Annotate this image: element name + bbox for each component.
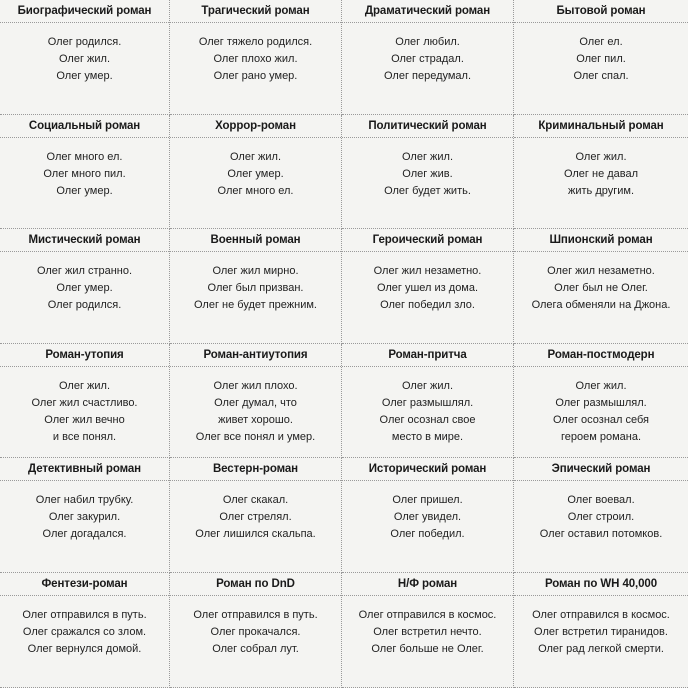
genre-cell — [342, 458, 514, 573]
plot-line: Олег много ел. — [46, 150, 123, 163]
genre-title: Военный роман — [170, 229, 341, 252]
plot-line: героем романа. — [560, 430, 642, 443]
genre-cell — [342, 115, 514, 230]
plot-line: Олег передумал. — [383, 70, 472, 82]
genre-cell — [0, 0, 170, 115]
plot-line: Олег родился. — [47, 36, 122, 48]
plot-line: Олег победил. — [390, 528, 465, 541]
genre-cell — [170, 0, 342, 115]
genre-plot — [514, 596, 688, 658]
plot-line: Олег размышлял. — [381, 396, 474, 409]
plot-line: Олег отправился в путь. — [193, 608, 318, 621]
plot-line: Олег жив. — [402, 167, 453, 180]
plot-line: Олег победил зло. — [380, 299, 475, 312]
plot-line: Олег размышлял. — [555, 396, 647, 409]
genre-plot — [514, 481, 688, 543]
plot-line: Олег строил. — [567, 511, 635, 524]
genre-plot — [0, 138, 169, 200]
plot-line: Олег жил. — [401, 150, 453, 163]
plot-line: Олег оставил потомков. — [539, 528, 663, 541]
plot-line: Олег жил. — [575, 379, 627, 392]
plot-line: Олег жил. — [58, 53, 110, 65]
plot-line: Олега обменяли на Джона. — [531, 299, 671, 312]
plot-line: Олег пил. — [576, 53, 626, 65]
plot-line: Олег был не Олег. — [554, 282, 648, 295]
plot-line: Олег будет жить. — [384, 184, 471, 197]
genre-title: Детективный роман — [0, 458, 169, 481]
plot-line: Олег много пил. — [43, 167, 126, 180]
genre-title: Н/Ф роман — [342, 573, 513, 596]
genre-cell — [514, 229, 688, 344]
plot-line: Олег отправился в космос. — [532, 608, 670, 621]
genre-cell — [0, 115, 170, 230]
plot-line: место в мире. — [391, 430, 464, 443]
plot-line: Олег отправился в космос. — [358, 608, 497, 621]
plot-line: Олег вернулся домой. — [27, 642, 142, 655]
plot-line: Олег умер. — [56, 282, 113, 295]
genre-title: Роман по WH 40,000 — [514, 573, 688, 596]
plot-line: Олег жил мирно. — [212, 265, 299, 278]
genre-cell — [170, 229, 342, 344]
plot-line: Олег воевал. — [567, 494, 635, 507]
plot-line: Олег жил незаметно. — [547, 265, 655, 278]
genre-cell — [514, 115, 688, 230]
plot-line: Олег жил. — [58, 379, 110, 392]
genre-plot — [170, 367, 341, 446]
genre-plot — [342, 138, 513, 200]
genre-title: Шпионский роман — [514, 229, 688, 252]
plot-line: Олег скакал. — [222, 494, 289, 507]
plot-line: Олег рад легкой смерти. — [538, 642, 664, 655]
genre-title: Эпический роман — [514, 458, 688, 481]
plot-line: Олег страдал. — [391, 53, 464, 65]
plot-line: Олег не будет прежним. — [193, 299, 317, 312]
plot-line: Олег тяжело родился. — [198, 36, 313, 48]
genre-title: Хоррор-роман — [170, 115, 341, 138]
plot-line: Олег жил счастливо. — [31, 396, 138, 409]
genre-cell — [342, 229, 514, 344]
plot-line: Олег жил. — [229, 150, 281, 163]
plot-line: Олег прокачался. — [210, 625, 301, 638]
plot-line: Олег жил. — [575, 150, 627, 163]
plot-line: Олег осознал свое — [379, 413, 476, 426]
plot-line: Олег встретил нечто. — [373, 625, 482, 638]
genre-plot — [342, 23, 513, 85]
plot-line: живет хорошо. — [218, 413, 293, 426]
genre-title: Роман-постмодерн — [514, 344, 688, 367]
plot-line: Олег умер. — [56, 70, 113, 82]
genre-title: Вестерн-роман — [170, 458, 341, 481]
plot-line: Олег отправился в путь. — [22, 608, 147, 621]
plot-line: Олег догадался. — [42, 528, 127, 541]
genre-cell — [0, 573, 170, 688]
genre-plot — [342, 252, 513, 314]
genre-title: Бытовой роман — [514, 0, 688, 23]
genre-cell — [342, 573, 514, 688]
plot-line: Олег все понял и умер. — [195, 430, 316, 443]
genre-plot — [0, 596, 169, 658]
genre-plot — [514, 367, 688, 446]
genre-title: Биографический роман — [0, 0, 169, 23]
plot-line: Олег плохо жил. — [213, 53, 298, 65]
plot-line: жить другим. — [567, 184, 635, 197]
genre-title: Роман-антиутопия — [170, 344, 341, 367]
plot-line: Олег много ел. — [217, 184, 294, 197]
plot-line: Олег не давал — [563, 167, 639, 180]
genre-cell — [514, 458, 688, 573]
genre-plot — [514, 23, 688, 85]
plot-line: и все понял. — [52, 430, 117, 443]
plot-line: Олег жил незаметно. — [373, 265, 482, 278]
genre-plot — [170, 596, 341, 658]
plot-line: Олег закурил. — [48, 511, 121, 524]
genre-title: Исторический роман — [342, 458, 513, 481]
plot-line: Олег любил. — [395, 36, 460, 48]
genre-title: Роман по DnD — [170, 573, 341, 596]
genre-title: Драматический роман — [342, 0, 513, 23]
plot-line: Олег умер. — [227, 167, 284, 180]
genre-title: Роман-утопия — [0, 344, 169, 367]
plot-line: Олег собрал лут. — [212, 642, 299, 655]
genre-cell — [170, 115, 342, 230]
plot-line: Олег стрелял. — [219, 511, 292, 524]
genre-cell — [170, 458, 342, 573]
plot-line: Олег был призван. — [207, 282, 304, 295]
genre-title: Трагический роман — [170, 0, 341, 23]
genre-cell — [514, 0, 688, 115]
genre-cell — [0, 344, 170, 459]
genre-title: Мистический роман — [0, 229, 169, 252]
genre-plot — [170, 481, 341, 543]
plot-line: Олег думал, что — [214, 396, 297, 409]
plot-line: Олег осознал себя — [553, 413, 649, 426]
plot-line: Олег спал. — [573, 70, 629, 82]
genre-plot — [0, 481, 169, 543]
genre-cell — [514, 573, 688, 688]
plot-line: Олег больше не Олег. — [371, 642, 484, 655]
genre-cell — [170, 573, 342, 688]
genre-plot — [170, 138, 341, 200]
plot-line: Олег сражался со злом. — [22, 625, 147, 638]
genre-plot — [342, 596, 513, 658]
plot-line: Олег умер. — [56, 184, 113, 197]
genre-plot — [0, 23, 169, 85]
plot-line: Олег жил плохо. — [213, 379, 298, 392]
genre-plot — [342, 367, 513, 446]
genre-title: Криминальный роман — [514, 115, 688, 138]
plot-line: Олег ушел из дома. — [376, 282, 479, 295]
genre-cell — [0, 458, 170, 573]
plot-line: Олег рано умер. — [213, 70, 298, 82]
genre-plot — [0, 367, 169, 446]
plot-line: Олег ел. — [579, 36, 623, 48]
genre-plot — [170, 23, 341, 85]
plot-line: Олег жил вечно — [44, 413, 125, 426]
genre-cell — [514, 344, 688, 459]
genre-plot — [0, 252, 169, 314]
genre-title: Роман-притча — [342, 344, 513, 367]
plot-line: Олег пришел. — [392, 494, 463, 507]
genre-cell — [0, 229, 170, 344]
plot-line: Олег жил странно. — [36, 265, 133, 278]
genre-title: Социальный роман — [0, 115, 169, 138]
genre-title: Героический роман — [342, 229, 513, 252]
genre-plot — [514, 252, 688, 314]
genre-cell — [342, 344, 514, 459]
genre-plot — [514, 138, 688, 200]
plot-line: Олег увидел. — [393, 511, 462, 524]
genre-plot — [170, 252, 341, 314]
plot-line: Олег жил. — [401, 379, 453, 392]
genre-title: Политический роман — [342, 115, 513, 138]
plot-line: Олег родился. — [47, 299, 122, 312]
plot-line: Олег набил трубку. — [35, 494, 134, 507]
genre-plot — [342, 481, 513, 543]
plot-line: Олег встретил тиранидов. — [534, 625, 668, 638]
genre-cell — [342, 0, 514, 115]
plot-line: Олег лишился скальпа. — [195, 528, 316, 541]
genre-title: Фентези-роман — [0, 573, 169, 596]
genre-cell — [170, 344, 342, 459]
